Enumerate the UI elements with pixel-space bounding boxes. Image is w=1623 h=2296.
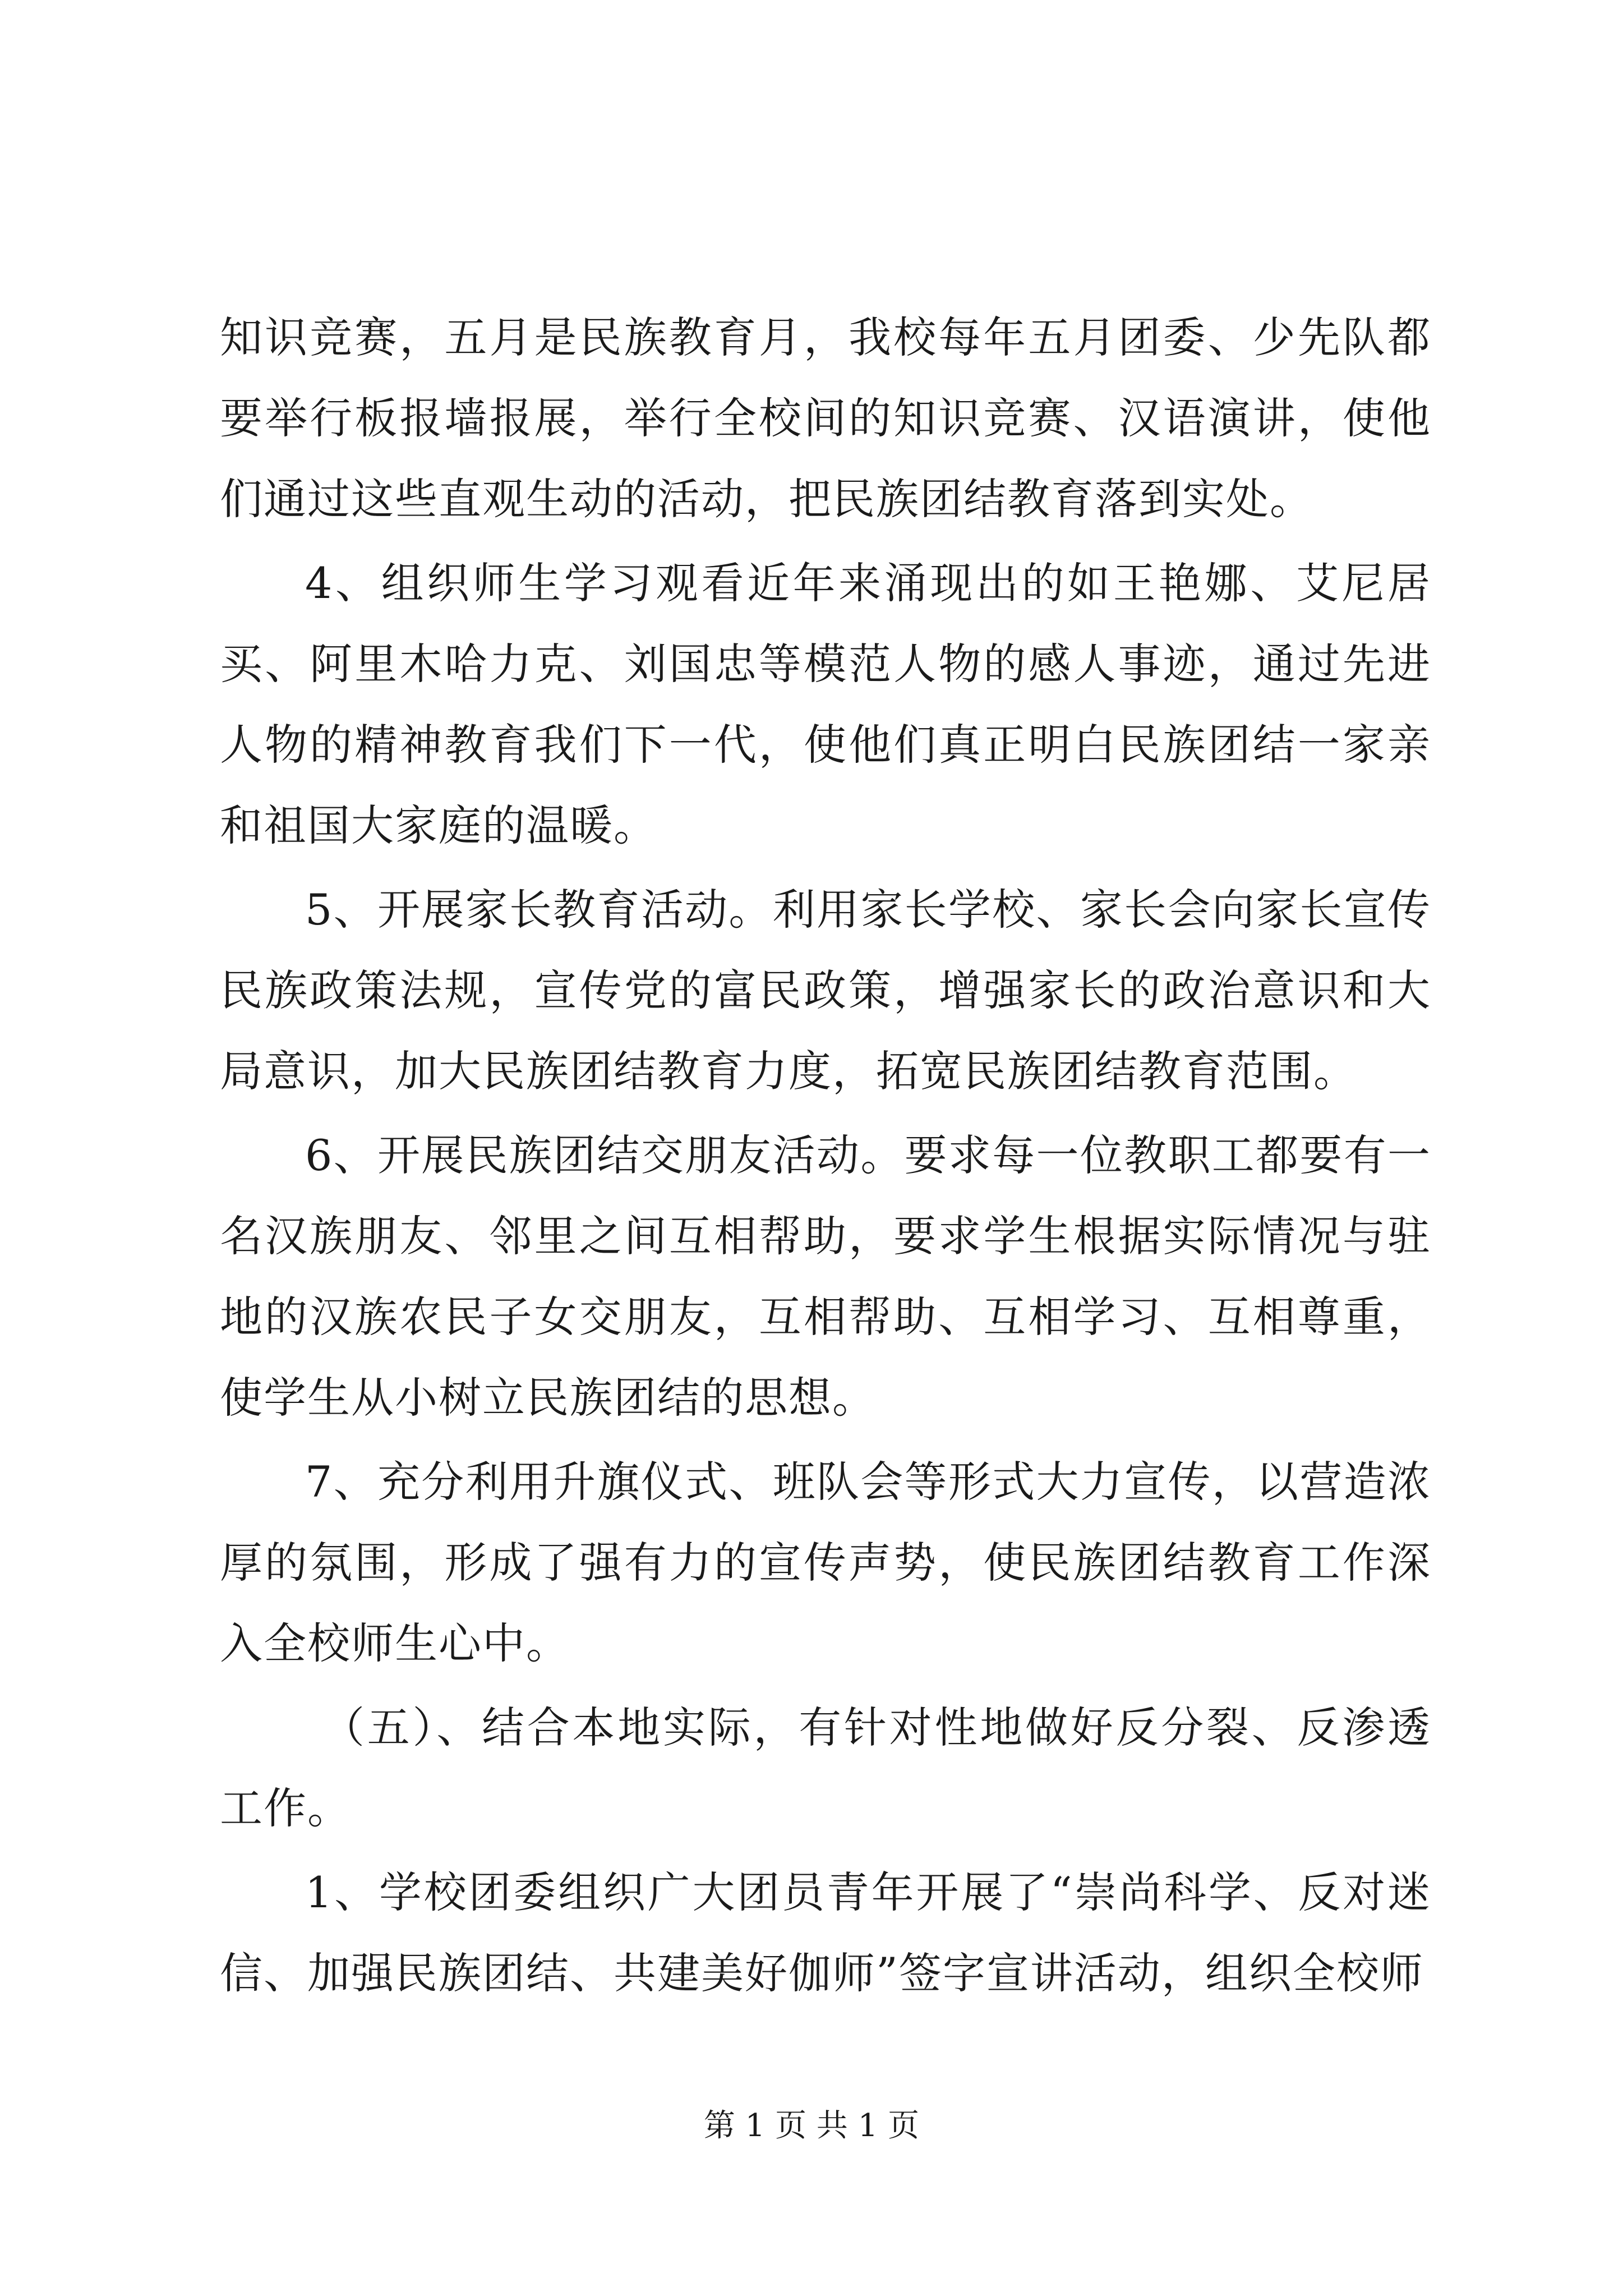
document-body — [220, 297, 1431, 2017]
page-number-label: 第 1 页 共 1 页 — [703, 2108, 920, 2144]
section-heading-5: （五）、结合本地实际，有针对性地做好反分裂、反渗透工作。 — [220, 1703, 1431, 1833]
paragraph-continuation: 知识竞赛，五月是民族教育月，我校每年五月团委、少先队都要举行板报墙报展，举行全校间的知识竞赛、汉语演讲，使他们通过这些直观生动的活动，把民族团结教育落到实处。 — [220, 312, 1431, 524]
paragraph-item-7: 7、充分利用升旗仪式、班队会等形式大力宣传，以营造浓厚的氛围，形成了强有力的宣传声势，使民族团结教育工作深入全校师生心中。 — [220, 1457, 1431, 1668]
paragraph-item-6: 6、开展民族团结交朋友活动。要求每一位教职工都要有一名汉族朋友、邻里之间互相帮助，要求学生根据实际情况与驻地的汉族农民子女交朋友，互相帮助、互相学习、互相尊重，使学生从小树立民族团结的思想。 — [220, 1130, 1431, 1423]
paragraph-item-1: 1、学校团委组织广大团员青年开展了“崇尚科学、反对迷信、加强民族团结、共建美好伽师”签字宣讲活动，组织全校师 — [220, 1867, 1431, 1998]
page-footer — [0, 2106, 1623, 2146]
paragraph-item-5: 5、开展家长教育活动。利用家长学校、家长会向家长宣传民族政策法规，宣传党的富民政策，增强家长的政治意识和大局意识，加大民族团结教育力度，拓宽民族团结教育范围。 — [220, 885, 1431, 1096]
paragraph-item-4: 4、组织师生学习观看近年来涌现出的如王艳娜、艾尼居买、阿里木哈力克、刘国忠等模范人物的感人事迹，通过先进人物的精神教育我们下一代，使他们真正明白民族团结一家亲和祖国大家庭的温暖。 — [220, 558, 1431, 850]
